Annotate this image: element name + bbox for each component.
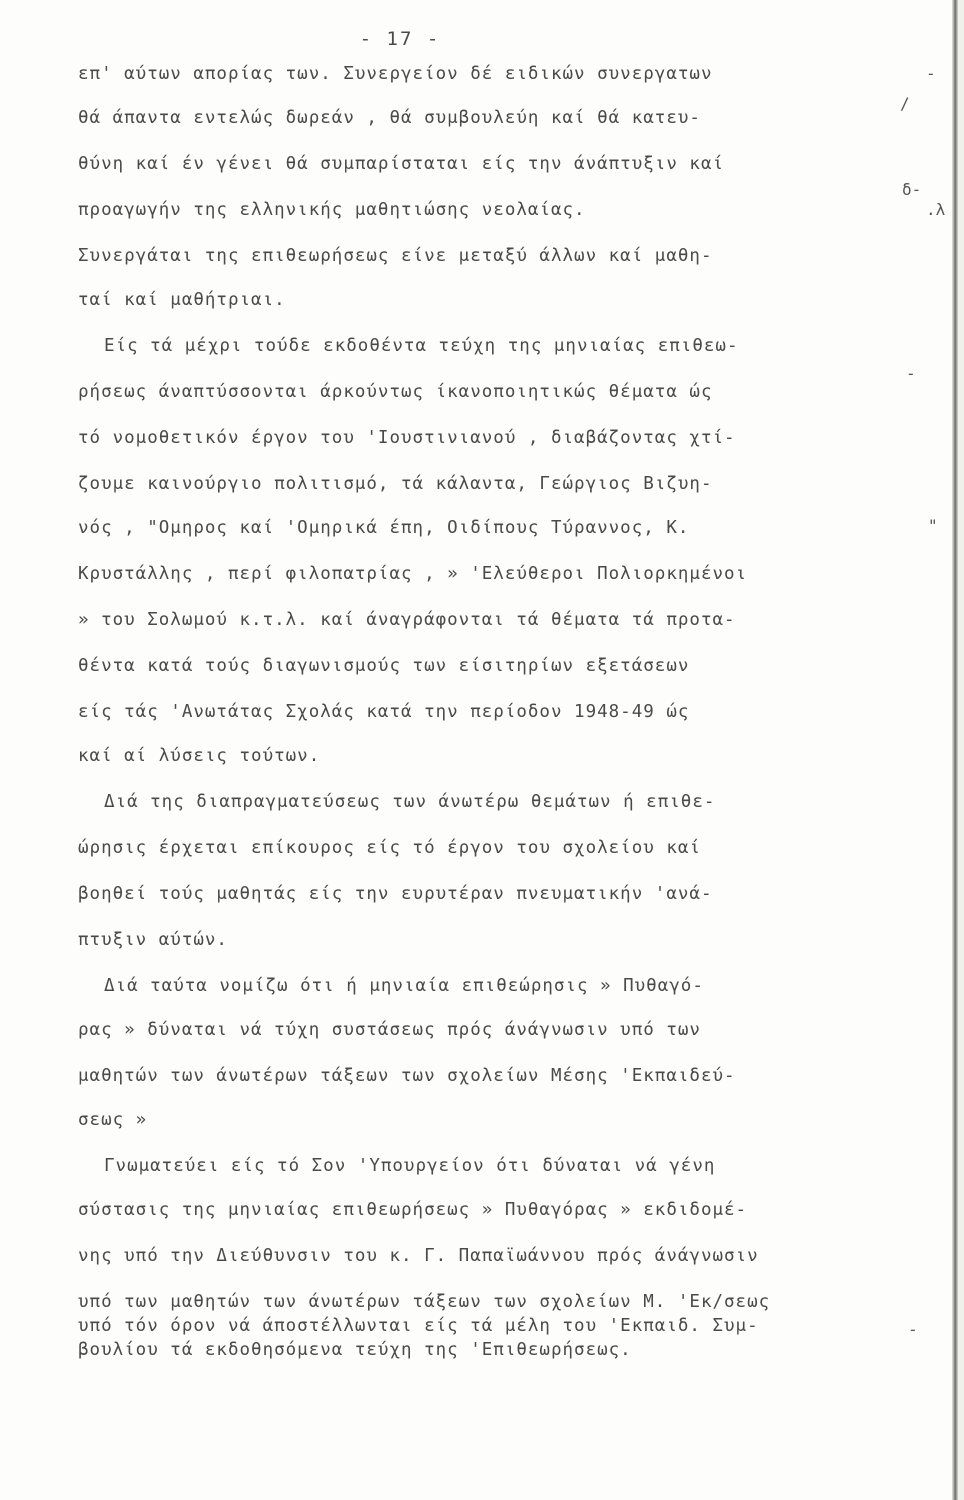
text-line: βοηθεί τούς μαθητάς είς την ευρυτέραν πνευματικήν 'ανά- [78, 884, 713, 904]
text-line: πτυξιν αύτών. [78, 930, 228, 950]
text-line: επ' αύτων απορίας των. Συνεργείον δέ ειδικών συνεργατων [78, 64, 713, 84]
text-line: ρας » δύναται νά τύχη συστάσεως πρός άνάγνωσιν υπό των [78, 1020, 701, 1040]
text-line: μαθητών των άνωτέρων τάξεων των σχολείων Μέσης 'Εκπαιδεύ- [78, 1066, 736, 1086]
text-line: καί αί λύσεις τούτων. [78, 746, 321, 766]
text-line: Διά της διαπραγματεύσεως των άνωτέρω θεμάτων ή επιθε- [104, 792, 716, 812]
margin-mark: - [926, 64, 936, 83]
text-line: ταί καί μαθήτριαι. [78, 290, 286, 310]
margin-mark: .λ [926, 200, 946, 219]
text-line: τό νομοθετικόν έργον του 'Ιουστινιανού , διαβάζοντας χτί- [78, 428, 736, 448]
text-line: σύστασις της μηνιαίας επιθεωρήσεως » Πυθαγόρας » εκδιδομέ- [78, 1200, 748, 1220]
text-line: θύνη καί έν γένει θά συμπαρίσταται είς την άνάπτυξιν καί [78, 154, 725, 174]
text-line: Διά ταύτα νομίζω ότι ή μηνιαία επιθεώρησις » Πυθαγό- [104, 976, 704, 996]
text-line: υπό τόν όρον νά άποστέλλωνται είς τά μέλη του 'Εκπαιδ. Συμ- [78, 1316, 759, 1336]
text-line: προαγωγήν της ελληνικής μαθητιώσης νεολαίας. [78, 200, 586, 220]
margin-mark: " [928, 516, 938, 535]
text-line: ζουμε καινούργιο πολιτισμό, τά κάλαντα, Γεώργιος Βιζυη- [78, 474, 713, 494]
text-line: » του Σολωμού κ.τ.λ. καί άναγράφονται τά θέματα τά προτα- [78, 610, 736, 630]
text-line: νός , "Ομηρος καί 'Ομηρικά έπη, Οιδίπους Τύραννος, Κ. [78, 518, 690, 538]
margin-mark: - [908, 1320, 918, 1339]
text-line: Συνεργάται της επιθεωρήσεως είνε μεταξύ άλλων καί μαθη- [78, 246, 713, 266]
text-line: ώρησις έρχεται επίκουρος είς τό έργον του σχολείου καί [78, 838, 701, 858]
text-line: ρήσεως άναπτύσσονται άρκούντως ίκανοποιητικώς θέματα ώς [78, 382, 713, 402]
text-line: θά άπαντα εντελώς δωρεάν , θά συμβουλεύη καί θά κατευ- [78, 108, 701, 128]
text-line: θέντα κατά τούς διαγωνισμούς των είσιτηρίων εξετάσεων [78, 656, 690, 676]
page-binding-margin [958, 0, 964, 1500]
margin-mark: - [906, 364, 916, 383]
text-line: σεως » [78, 1110, 148, 1130]
page-number: - 17 - [359, 28, 441, 50]
text-line: Είς τά μέχρι τούδε εκδοθέντα τεύχη της μηνιαίας επιθεω- [104, 336, 739, 356]
text-line: Γνωματεύει είς τό Σον 'Υπουργείον ότι δύναται νά γένη [104, 1156, 716, 1176]
margin-mark: / [900, 94, 910, 113]
margin-mark: δ- [902, 180, 922, 199]
text-line: νης υπό την Διεύθυνσιν του κ. Γ. Παπαϊωάννου πρός άνάγνωσιν [78, 1246, 759, 1266]
text-line: είς τάς 'Ανωτάτας Σχολάς κατά την περίοδον 1948-49 ώς [78, 702, 690, 722]
text-line: Κρυστάλλης , περί φιλοπατρίας , » 'Ελεύθεροι Πολιορκημένοι [78, 564, 748, 584]
text-line: βουλίου τά εκδοθησόμενα τεύχη της 'Επιθεωρήσεως. [78, 1340, 632, 1360]
text-line: υπό των μαθητών των άνωτέρων τάξεων των σχολείων Μ. 'Εκ/σεως [78, 1292, 771, 1312]
